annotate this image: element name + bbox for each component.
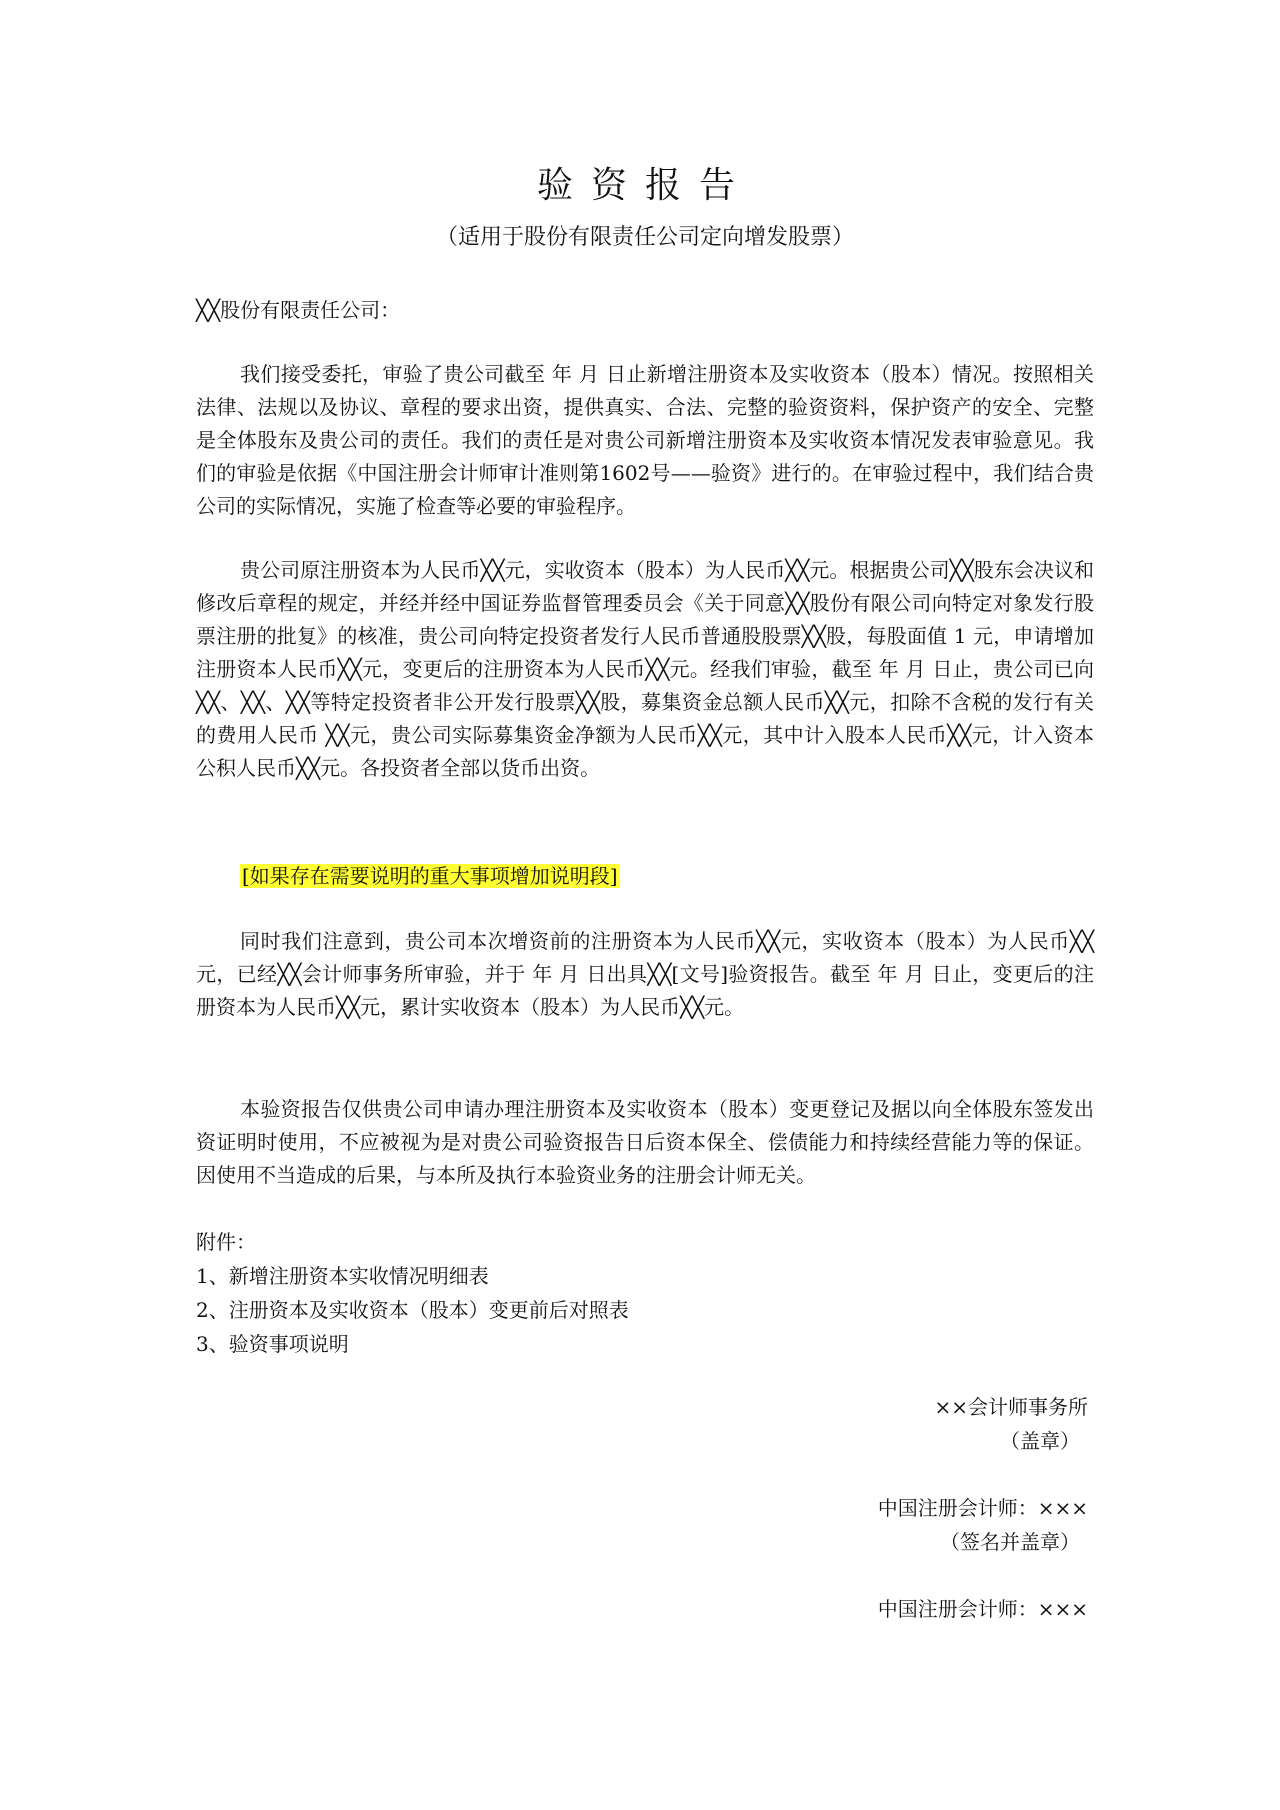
report-title: 验资报告 xyxy=(536,165,753,206)
attachment-item: 3、验资事项说明 xyxy=(196,1332,349,1356)
paragraph-usage-limitation: 本验资报告仅供贵公司申请办理注册资本及实收资本（股本）变更登记及据以向全体股东签发出资证明时使用，不应被视为是对贵公司验资报告日后资本保全、偿债能力和持续经营能力等的保证。因使用不当造成的后果，与本所及执行本验资业务的注册会计师无关。 xyxy=(196,1097,1094,1187)
cpa-seal-note: （签名并盖章） xyxy=(940,1530,1080,1554)
firm-name: ××会计师事务所 xyxy=(934,1395,1088,1419)
paragraph-capital-details: 贵公司原注册资本为人民币╳╳元，实收资本（股本）为人民币╳╳元。根据贵公司╳╳股东会决议和修改后章程的规定，并经并经中国证券监督管理委员会《关于同意╳╳股份有限公司向特定对象发行股票注册的批复》的核准，贵公司向特定投资者发行人民币普通股股票╳╳股，每股面值 1 元，申请增加注册资本人民币╳╳元，变更后的注册资本为人民币╳╳元。经我们审验，截至 年 月 日止，贵公司已向╳╳、╳╳、╳╳等特定投资者非公开发行股票╳╳股，募集资金总额人民币╳╳元，扣除不含税的发行有关的费用人民币 ╳╳元，贵公司实际募集资金净额为人民币╳╳元，其中计入股本人民币╳╳元，计入资本公积人民币╳╳元。各投资者全部以货币出资。 xyxy=(196,558,1094,780)
cpa-signature-2: 中国注册会计师：××× xyxy=(877,1597,1088,1621)
highlighted-note-text: [如果存在需要说明的重大事项增加说明段] xyxy=(242,864,618,888)
attachments-label: 附件： xyxy=(196,1230,256,1254)
explanatory-note xyxy=(240,860,620,892)
addressee: ╳╳股份有限责任公司： xyxy=(196,298,401,322)
report-subtitle: （适用于股份有限责任公司定向增发股票） xyxy=(435,225,854,250)
cpa-signature-1: 中国注册会计师：××× xyxy=(877,1496,1088,1520)
attachment-item: 2、注册资本及实收资本（股本）变更前后对照表 xyxy=(196,1298,629,1322)
attachment-item: 1、新增注册资本实收情况明细表 xyxy=(196,1264,489,1288)
attachments-list xyxy=(196,1225,629,1361)
firm-seal-note: （盖章） xyxy=(1000,1429,1080,1453)
paragraph-engagement: 我们接受委托，审验了贵公司截至 年 月 日止新增注册资本及实收资本（股本）情况。按照相关法律、法规以及协议、章程的要求出资，提供真实、合法、完整的验资资料，保护资产的安全、完整是全体股东及贵公司的责任。我们的责任是对贵公司新增注册资本及实收资本情况发表审验意见。我们的审验是依据《中国注册会计师审计准则第1602号——验资》进行的。在审验过程中，我们结合贵公司的实际情况，实施了检查等必要的审验程序。 xyxy=(196,362,1094,518)
paragraph-prior-capital: 同时我们注意到，贵公司本次增资前的注册资本为人民币╳╳元，实收资本（股本）为人民币╳╳元，已经╳╳会计师事务所审验，并于 年 月 日出具╳╳[文号]验资报告。截至 年 月 日止，变更后的注册资本为人民币╳╳元，累计实收资本（股本）为人民币╳╳元。 xyxy=(196,929,1094,1019)
report-page xyxy=(196,0,1094,1810)
